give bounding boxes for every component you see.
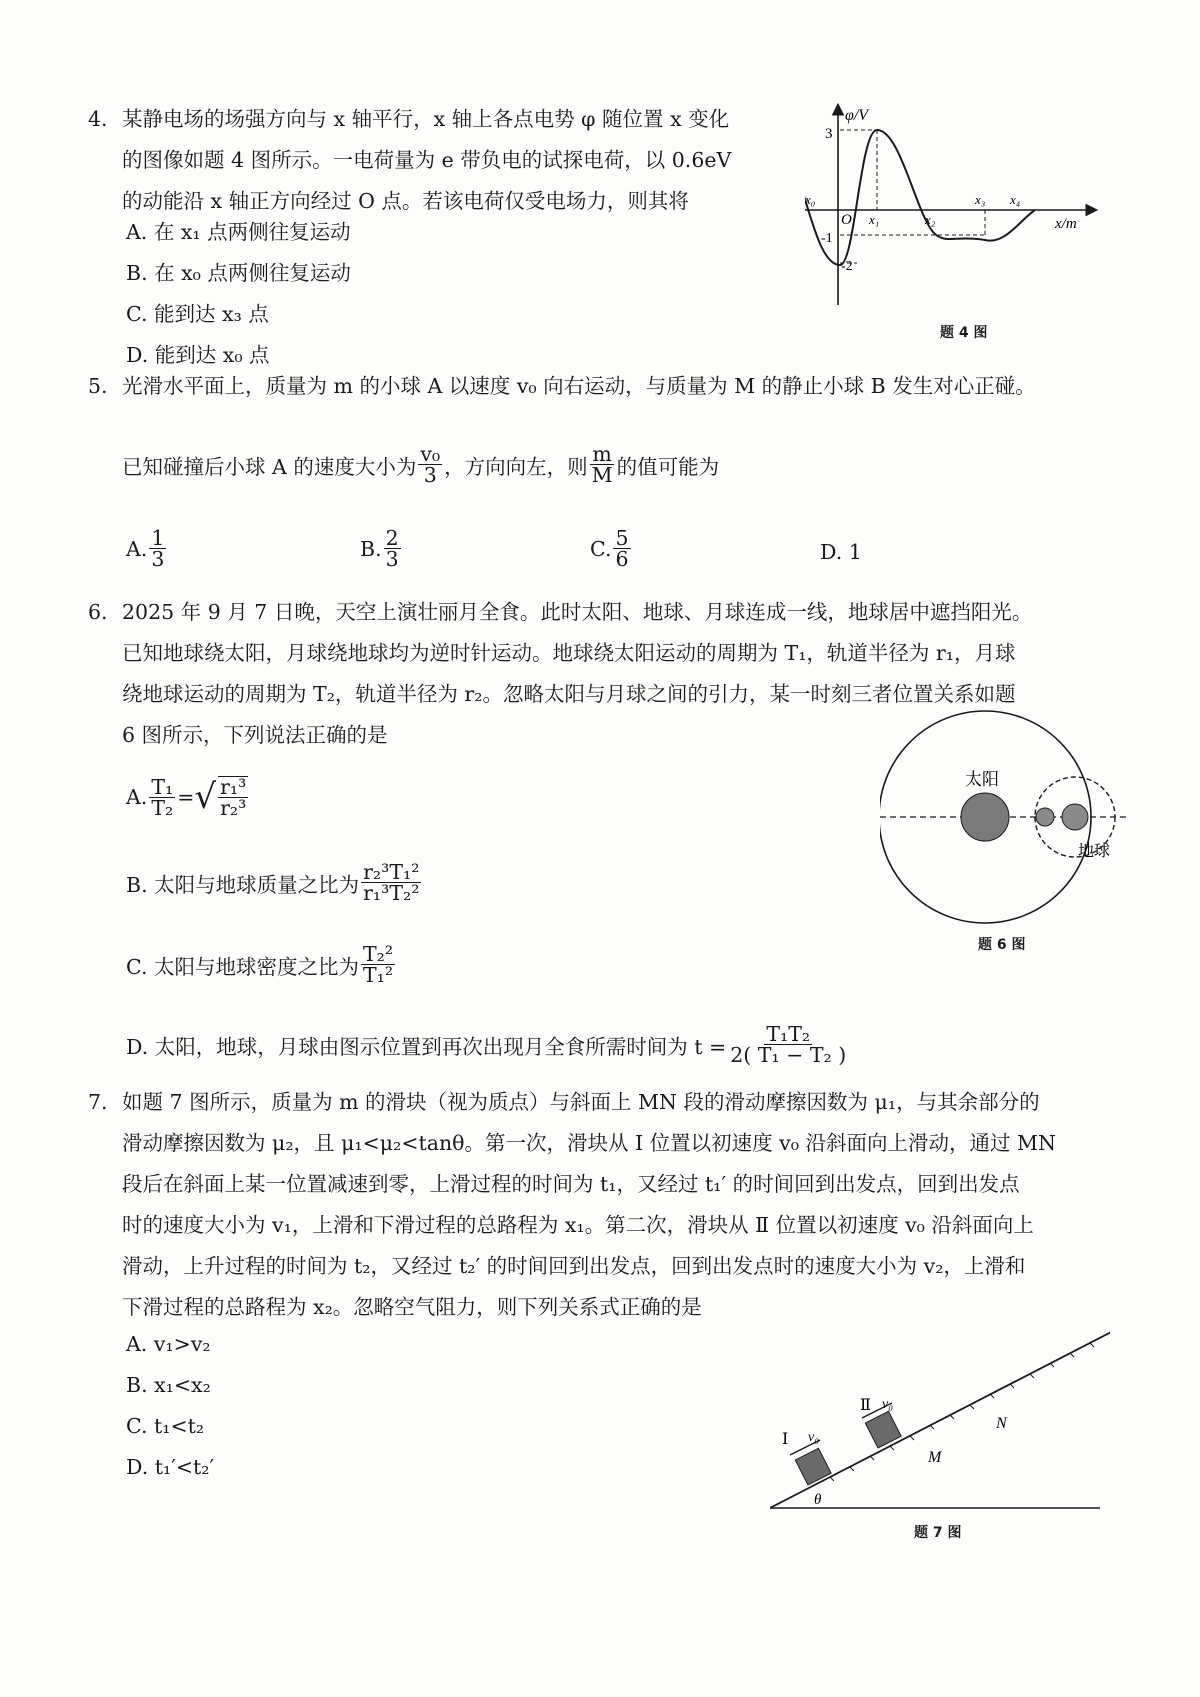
question-5 [88,366,1148,407]
q5-option-d[interactable]: D. 1 [820,540,862,564]
potential-curve [805,130,1035,265]
sun-label: 太阳 [965,770,999,789]
sun [961,793,1009,841]
v0-label: v₀ [882,1397,894,1412]
incline-surface [770,1330,1110,1508]
point-M-label: M [928,1449,942,1466]
q4-option-d[interactable]: D. 能到达 x₀ 点 [126,343,270,367]
question-number: 4. [88,107,108,131]
figure-6-caption: 题 6 图 [978,937,1026,953]
figure-4-caption: 题 4 图 [940,325,988,341]
q4-option-b[interactable]: B. 在 x₀ 点两侧往复运动 [126,261,351,285]
q5-line2: 已知碰撞后小球 A 的速度大小为 $\frac{\text{v₀}}{3}$ ，方向向左，则 $\frac{m}{M}$ 的值可能为 [122,442,720,487]
earth-label: 地球 [1078,843,1111,860]
position-2-label: Ⅱ [860,1397,871,1414]
origin-label: O [841,212,852,228]
question-number: 6. [88,600,108,624]
y-axis-label: φ/V [845,107,869,124]
stem-line: 的动能沿 x 轴正方向经过 O 点。若该电荷仅受电场力，则其将 [122,189,689,213]
tick-label: 3 [825,126,833,142]
point-label: x₄ [1010,192,1021,207]
point-label: x₂ [925,212,936,227]
point-N-label: N [996,1415,1007,1432]
figure-4-graph [805,100,1105,320]
stem-line: 如题 7 图所示，质量为 m 的滑块（视为质点）与斜面上 MN 段的滑动摩擦因数为 μ₁，与其余部分的 [122,1090,1040,1114]
question-number: 7. [88,1090,108,1114]
q5-option-a[interactable]: A. $\frac{1}{3}$ [126,526,165,571]
stem-line: 绕地球运动的周期为 T₂，轨道半径为 r₂。忽略太阳与月球之间的引力，某一时刻三者位置关系如题 [122,682,1016,706]
stem-line: 段后在斜面上某一位置减速到零，上滑过程的时间为 t₁，又经过 t₁′ 的时间回到出发点，回到出发点 [122,1172,1020,1196]
stem-line: 6 图所示，下列说法正确的是 [122,723,388,747]
figure-7-caption: 题 7 图 [914,1525,962,1541]
stem-line: 已知地球绕太阳，月球绕地球均为逆时针运动。地球绕太阳运动的周期为 T₁，轨道半径为 r₁，月球 [122,641,1016,665]
stem-line: 时的速度大小为 v₁，上滑和下滑过程的总路程为 x₁。第二次，滑块从 Ⅱ 位置以初速度 v₀ 沿斜面向上 [122,1213,1034,1237]
q7-option-a[interactable]: A. v₁>v₂ [126,1332,211,1356]
figure-7-incline [770,1330,1110,1530]
figure-6-orbit [880,700,1140,930]
q5-option-b[interactable]: B. $\frac{2}{3}$ [360,526,399,571]
fraction: $\frac{m}{M}$ [591,442,613,487]
question-number: 5. [88,374,108,398]
point-label: x₁ [869,212,880,227]
q6-option-d[interactable]: D. 太阳，地球，月球由图示位置到再次出现月全食所需时间为 t = $\frac{\text{T₁T₂}}{\text{2( T₁ − T₂ )}}$ [126,1022,847,1067]
point-label: x₃ [975,192,986,207]
tick-label: -2 [841,259,853,274]
q7-option-d[interactable]: D. t₁′<t₂′ [126,1455,215,1479]
x-axis-label: x/m [1055,216,1077,232]
position-1-label: Ⅰ [782,1431,789,1448]
theta-label: θ [814,1492,822,1508]
q6-option-c[interactable]: C. 太阳与地球密度之比为 $\frac{\text{T₂²}}{\text{T₁²}}$ [126,942,394,987]
q6-option-a[interactable]: A. $\frac{\text{T₁}}{\text{T₂}}$ = √ $\frac{\text{r₁³}}{\text{r₂³}}$ [126,774,247,820]
moon [1036,808,1054,826]
stem-line: 滑动，上升过程的时间为 t₂，又经过 t₂′ 的时间回到出发点，回到出发点时的速度大小为 v₂，上滑和 [122,1254,1026,1278]
q4-option-a[interactable]: A. 在 x₁ 点两侧往复运动 [126,220,351,244]
stem-line: 光滑水平面上，质量为 m 的小球 A 以速度 v₀ 向右运动，与质量为 M 的静止小球 B 发生对心正碰。 [122,374,1036,398]
question-7 [88,1082,1148,1328]
q4-option-c[interactable]: C. 能到达 x₃ 点 [126,302,269,326]
q7-option-b[interactable]: B. x₁<x₂ [126,1373,211,1397]
q6-option-b[interactable]: B. 太阳与地球质量之比为 $\frac{\text{r₂³T₁²}}{\text{r₁³T₂²}}$ [126,860,420,905]
stem-line: 2025 年 9 月 7 日晚，天空上演壮丽月全食。此时太阳、地球、月球连成一线，地球居中遮挡阳光。 [122,600,1033,624]
v0-label: v₀ [808,1430,820,1445]
stem-line: 下滑过程的总路程为 x₂。忽略空气阻力，则下列关系式正确的是 [122,1295,702,1319]
q5-option-c[interactable]: C. $\frac{5}{6}$ [590,526,629,571]
question-4 [88,99,808,222]
earth [1062,804,1088,830]
stem-line: 滑动摩擦因数为 μ₂，且 μ₁<μ₂<tanθ。第一次，滑块从 Ⅰ 位置以初速度 v₀ 沿斜面向上滑动，通过 MN [122,1131,1056,1155]
fraction: $\frac{\text{v₀}}{3}$ [420,442,441,487]
stem-line: 的图像如题 4 图所示。一电荷量为 e 带负电的试探电荷，以 0.6eV [122,148,732,172]
q7-option-c[interactable]: C. t₁<t₂ [126,1414,205,1438]
tick-label: -1 [821,231,833,246]
point-label: x₀ [805,192,816,207]
stem-line: 某静电场的场强方向与 x 轴平行，x 轴上各点电势 φ 随位置 x 变化 [122,107,730,131]
